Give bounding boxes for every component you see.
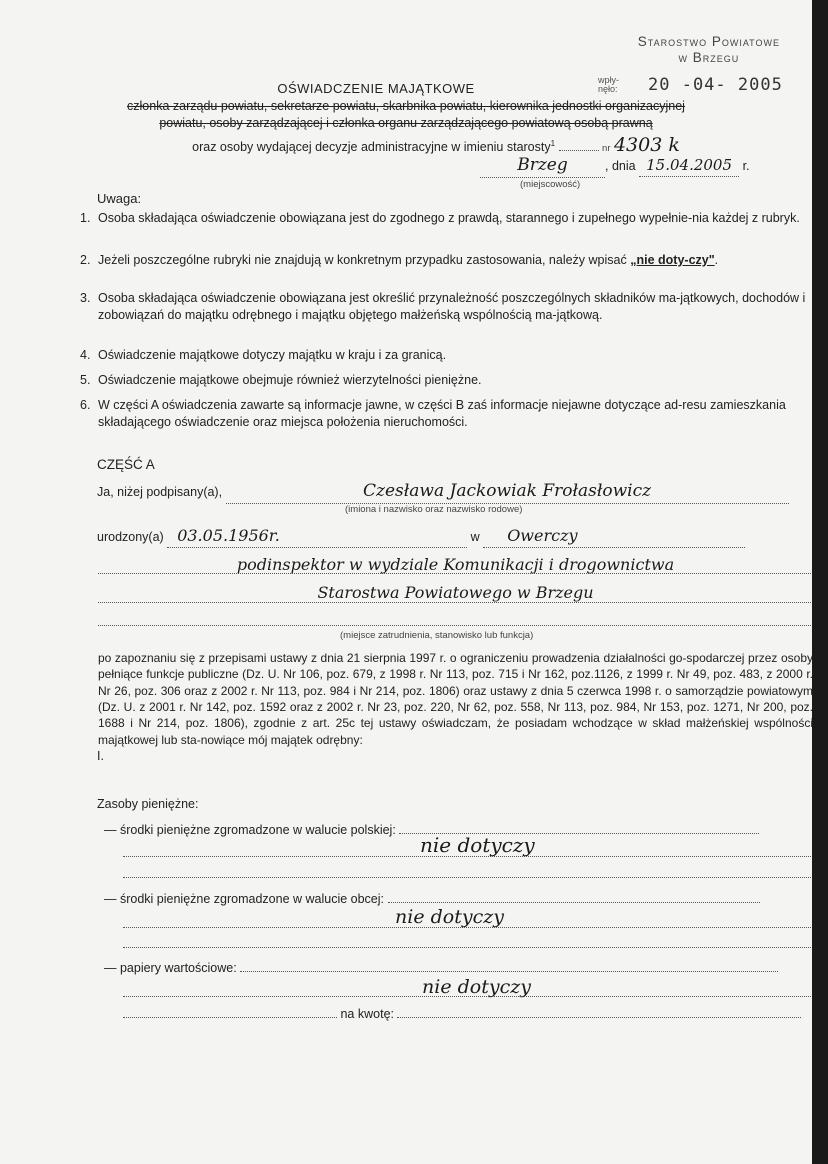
- fx-underline2: [123, 947, 811, 948]
- note-item: [80, 210, 813, 227]
- note-item: [80, 397, 813, 432]
- job-underline1: [98, 573, 811, 574]
- year-suffix: r.: [742, 159, 750, 173]
- note-text: Jeżeli poszczególne rubryki nie znajdują w konkretnym przypadku zastosowania, należy wpisać: [98, 253, 627, 267]
- place-value: Brzeg: [480, 154, 605, 178]
- nr-dots: [559, 150, 599, 151]
- securities-dots: [240, 971, 778, 972]
- note-number: 6.: [80, 398, 91, 412]
- note-text: Oświadczenie majątkowe dotyczy majątku w kraju i za granicą.: [98, 348, 447, 362]
- born-label: urodzony(a): [97, 530, 164, 544]
- amount-lead-dots: [123, 1017, 337, 1018]
- name-line: [97, 480, 812, 504]
- job-line2: Starostwa Powiatowego w Brzegu: [317, 583, 594, 602]
- title-struck-line2: powiatu, osoby zarządzającej i członka organu zarządzającego powiatową osobą prawną: [159, 116, 653, 131]
- fx-underline1: [123, 927, 811, 928]
- part-a-heading: CZĘŚĆ A: [97, 457, 155, 472]
- office-stamp: [638, 34, 780, 65]
- note-number: 2.: [80, 253, 91, 267]
- fx-label: — środki pieniężne zgromadzone w walucie obcej:: [104, 892, 385, 906]
- document-title: [0, 80, 812, 159]
- received-label: wpły- nęło:: [598, 75, 620, 94]
- securities-underline: [123, 996, 811, 997]
- nr-label: nr: [602, 143, 611, 155]
- pln-underline1: [123, 856, 811, 857]
- job-underline2: [98, 602, 811, 603]
- name-label: Ja, niżej podpisany(a),: [97, 485, 223, 499]
- securities-label: — papiery wartościowe:: [104, 961, 237, 975]
- notes-heading: Uwaga:: [97, 191, 142, 206]
- received-date: 20 -04- 2005: [648, 75, 783, 95]
- note-item: [80, 290, 813, 325]
- note-number: 4.: [80, 348, 91, 362]
- title-struck-line1: członka zarządu powiatu, sekretarze powiatu, skarbnika powiatu, kierownika jednostki organizacyjnej: [127, 98, 685, 113]
- note-text: W części A oświadczenia zawarte są informacje jawne, w części B zaś informacje niejawne dotyczące ad-resu zamieszkania składającego oświadczenie oraz miejsca położenia nieruchomości.: [98, 398, 786, 430]
- note-emphasis: „nie doty-czy": [630, 253, 715, 267]
- job-caption: (miejsce zatrudnienia, stanowisko lub funkcja): [340, 630, 534, 641]
- amount-line: [123, 1006, 813, 1023]
- dnia-label: , dnia: [605, 159, 636, 173]
- place-caption: (miejscowość): [520, 179, 581, 190]
- name-caption: (imiona i nazwisko oraz nazwisko rodowe): [345, 504, 523, 515]
- date-value: 15.04.2005: [639, 155, 739, 177]
- note-item: [80, 372, 813, 389]
- place-date-line: [480, 154, 810, 190]
- born-date: 03.05.1956r.: [167, 525, 467, 548]
- amount-label: na kwotę:: [340, 1007, 394, 1021]
- born-in-label: w: [470, 530, 480, 544]
- job-line1: podinspektor w wydziale Komunikacji i drogownictwa: [236, 555, 675, 574]
- fx-value: nie dotyczy: [395, 906, 504, 928]
- title-main: OŚWIADCZENIE MAJĄTKOWE: [277, 81, 475, 96]
- fx-dots: [388, 902, 760, 903]
- note-item: [80, 252, 813, 269]
- legal-body: po zapoznaniu się z przepisami ustawy z dnia 21 sierpnia 1997 r. o ograniczeniu prowadzenia działalności go-spodarczej przez osoby pełniące funkcje publiczne (Dz. U. Nr 106, poz. 679, z 1998 r. Nr 113, poz. 715 i Nr 162, poz.1126, z 1999 r. Nr 49, poz. 483, z 2000 r. Nr 26, poz. 306 oraz z 2002 r. Nr 113, poz. 984 i Nr 214, poz. 1806) oraz ustawy z dnia 5 czerwca 1998 r. o samorządzie powiatowym (Dz. U. z 2001 r. Nr 142, poz. 1592 oraz z 2002 r. Nr 23, poz. 220, Nr 62, poz. 558, Nr 113, poz. 984, Nr 153, poz. 1271, Nr 200, poz. 1688 i Nr 214, poz. 1806), zgodnie z art. 25c tej ustawy oświadczam, że posiadam wchodzące w skład małżeńskiej wspólności majątkowej lub sta-nowiące mój majątek odrębny:: [98, 651, 813, 747]
- note-number: 5.: [80, 373, 91, 387]
- pln-label: — środki pieniężne zgromadzone w walucie polskiej:: [104, 823, 396, 837]
- note-text: Oświadczenie majątkowe obejmuje również wierzytelności pieniężne.: [98, 373, 482, 387]
- note-number: 1.: [80, 211, 91, 225]
- note-tail: .: [714, 253, 719, 267]
- section-heading: Zasoby pieniężne:: [97, 797, 199, 811]
- note-number: 3.: [80, 291, 91, 305]
- stamp-line2: w Brzegu: [678, 49, 740, 65]
- note-text: Osoba składająca oświadczenie obowiązana jest określić przynależność poszczególnych składników ma-jątkowych, dochodów i zobowiązań do majątku odrębnego i majątku objętego małżeńską wspólnością ma-jątkową.: [98, 291, 806, 323]
- pln-value: nie dotyczy: [420, 833, 535, 857]
- title-line3-text: oraz osoby wydającej decyzje administracyjne w imieniu starosty: [192, 140, 551, 155]
- name-value: Czesława Jackowiak Frołasłowicz: [226, 480, 789, 504]
- pln-underline2: [123, 877, 811, 878]
- securities-value: nie dotyczy: [422, 976, 531, 998]
- born-place: Owerczy: [483, 525, 745, 548]
- job-underline3: [98, 625, 811, 626]
- amount-dots: [397, 1017, 801, 1018]
- note-item: [80, 347, 813, 364]
- stamp-line1: Starostwo Powiatowe: [637, 34, 780, 49]
- section-roman: I.: [97, 749, 104, 763]
- note-text: Osoba składająca oświadczenie obowiązana jest do zgodnego z prawdą, starannego i zupełnego wypełnie-nia każdej z rubryk.: [98, 211, 800, 225]
- nr-value: 4303 k: [613, 134, 680, 157]
- footnote-mark: 1: [550, 139, 556, 149]
- birth-line: [97, 525, 812, 548]
